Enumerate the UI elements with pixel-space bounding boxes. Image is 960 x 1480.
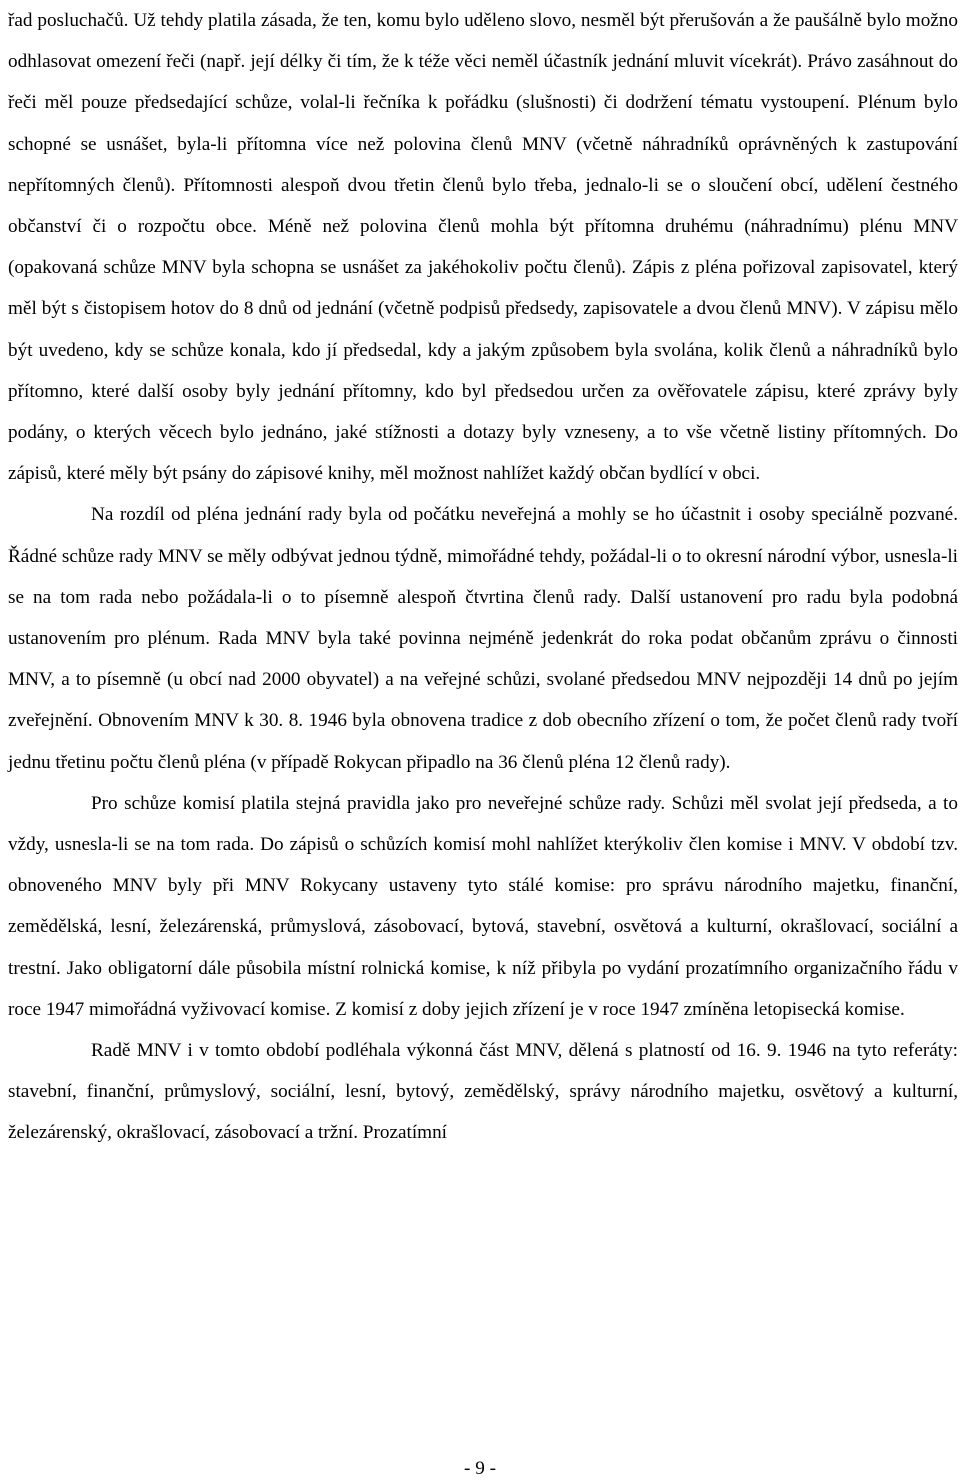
paragraph-2: Na rozdíl od pléna jednání rady byla od počátku neveřejná a mohly se ho účastnit i osoby speciálně pozvané. Řádné schůze rady MNV se měly odbývat jednou týdně, mimořádné tehdy, požádal-li o to okresní národní výbor, usnesla-li se na tom rada nebo požádala-li o to písemně alespoň čtvrtina členů rady. Další ustanovení pro radu byla podobná ustanovením pro plénum. Rada MNV byla také povinna nejméně jedenkrát do roka podat občanům zprávu o činnosti MNV, a to písemně (u obcí nad 2000 obyvatel) a na veřejné schůzi, svolané předsedou MNV nejpozději 14 dnů po jejím zveřejnění. Obnovením MNV k 30. 8. 1946 byla obnovena tradice z dob obecního zřízení o tom, že počet členů rady tvoří jednu třetinu počtu členů pléna (v případě Rokycan připadlo na 36 členů pléna 12 členů rady). [8, 504, 958, 773]
document-page [8, 0, 958, 1154]
paragraph-4: Radě MNV i v tomto období podléhala výkonná část MNV, dělená s platností od 16. 9. 1946 na tyto referáty: stavební, finanční, průmyslový, sociální, lesní, bytový, zemědělský, správy národního majetku, osvětový a kulturní, železárenský, okrašlovací, zásobovací a tržní. Prozatímní [8, 1040, 958, 1144]
paragraph-1: řad posluchačů. Už tehdy platila zásada, že ten, komu bylo uděleno slovo, nesměl být přerušován a že paušálně bylo možno odhlasovat omezení řeči (např. její délky či tím, že k téže věci neměl účastník jednání mluvit vícekrát). Právo zasáhnout do řeči měl pouze předsedající schůze, volal-li řečníka k pořádku (slušnosti) či dodržení tématu vystoupení. Plénum bylo schopné se usnášet, byla-li přítomna více než polovina členů MNV (včetně náhradníků oprávněných k zastupování nepřítomných členů). Přítomnosti alespoň dvou třetin členů bylo třeba, jednalo-li se o sloučení obcí, udělení čestného občanství či o rozpočtu obce. Méně než polovina členů mohla být přítomna druhému (náhradnímu) plénu MNV (opakovaná schůze MNV byla schopna se usnášet za jakéhokoliv počtu členů). Zápis z pléna pořizoval zapisovatel, který měl být s čistopisem hotov do 8 dnů od jednání (včetně podpisů předsedy, zapisovatele a dvou členů MNV). V zápisu mělo být uvedeno, kdy se schůze konala, kdo jí předsedal, kdy a jakým způsobem byla svolána, kolik členů a náhradníků bylo přítomno, které další osoby byly jednání přítomny, kdo byl předsedou určen za ověřovatele zápisu, které zprávy byly podány, o kterých věcech bylo jednáno, jaké stížnosti a dotazy byly vzneseny, a to vše včetně listiny přítomných. Do zápisů, které měly být psány do zápisové knihy, měl možnost nahlížet každý občan bydlící v obci. [8, 10, 958, 485]
page-number: - 9 - [464, 1458, 496, 1479]
paragraph-3: Pro schůze komisí platila stejná pravidla jako pro neveřejné schůze rady. Schůzi měl svolat její předseda, a to vždy, usnesla-li se na tom rada. Do zápisů o schůzích komisí mohl nahlížet kterýkoliv člen komise i MNV. V období tzv. obnoveného MNV byly při MNV Rokycany ustaveny tyto stálé komise: pro správu národního majetku, finanční, zemědělská, lesní, železárenská, průmyslová, zásobovací, bytová, stavební, osvětová a kulturní, okrašlovací, sociální a trestní. Jako obligatorní dále působila místní rolnická komise, k níž přibyla po vydání prozatímního organizačního řádu v roce 1947 mimořádná vyživovací komise. Z komisí z doby jejich zřízení je v roce 1947 zmíněna letopisecká komise. [8, 792, 958, 1020]
